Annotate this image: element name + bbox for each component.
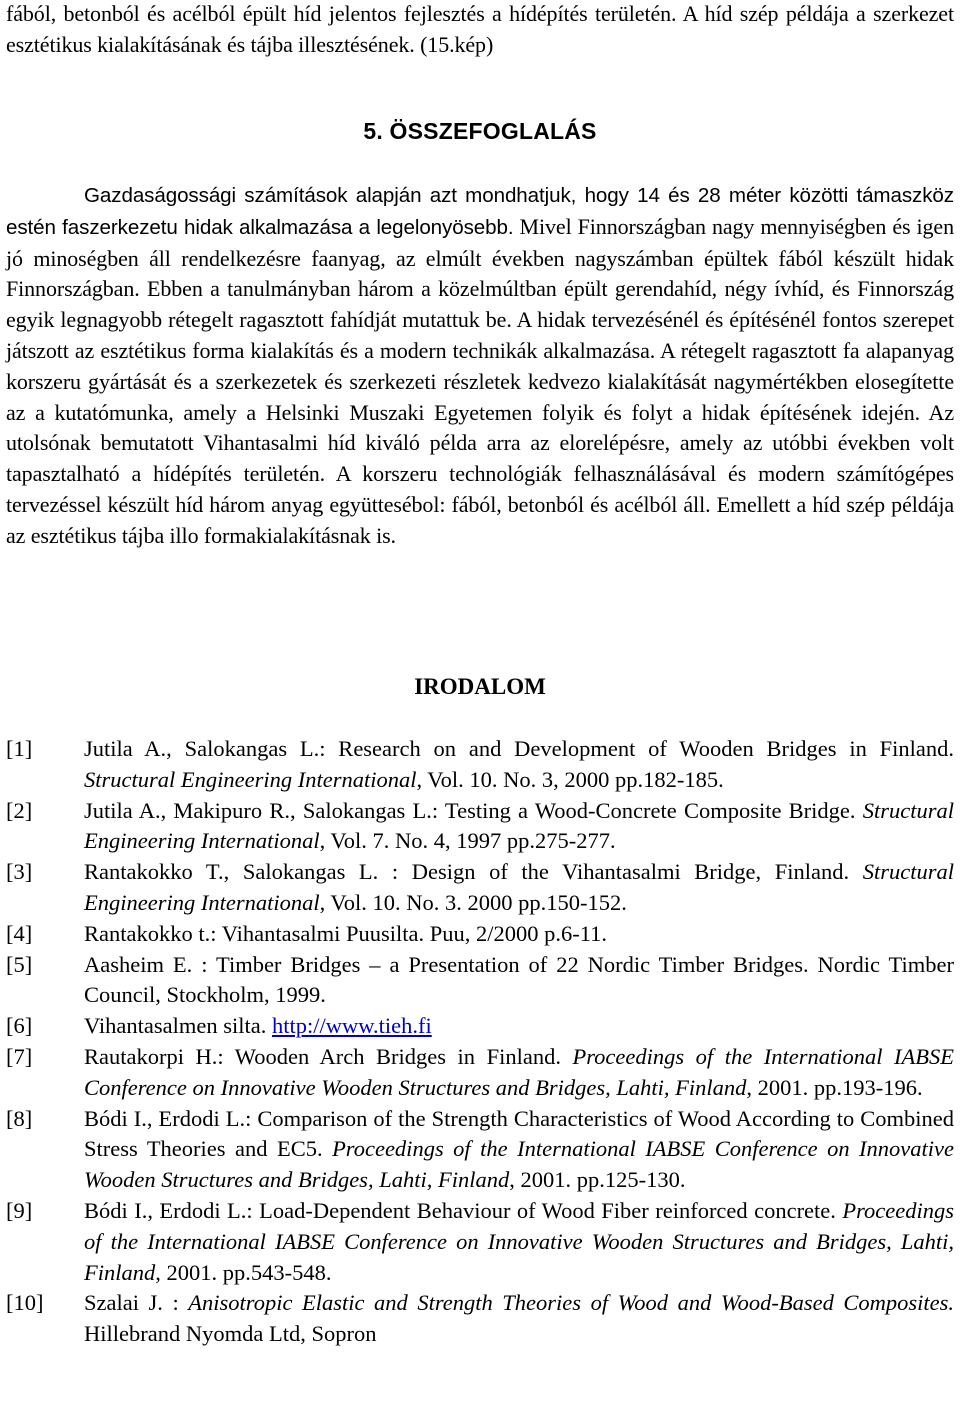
reference-text: Jutila A., Salokangas L.: Research on and Development of Wooden Bridges in Finland. (84, 736, 954, 761)
reference-item (6, 796, 954, 858)
reference-journal: Structural Engineering International (84, 797, 954, 854)
reference-details: , Vol. 10. No. 3. 2000 pp.150-152. (319, 889, 627, 915)
reference-item (6, 1011, 954, 1042)
reference-number: [1] (6, 736, 33, 761)
reference-text: Bódi I., Erdodi L.: Load-Dependent Behaviour of Wood Fiber reinforced concrete. (84, 1197, 843, 1223)
section-heading: 5. ÖSSZEFOGLALÁS (363, 118, 597, 144)
reference-number: [8] (6, 1105, 33, 1131)
references-heading: IRODALOM (414, 674, 546, 699)
reference-number: [4] (6, 920, 33, 946)
reference-text: Szalai J. : (84, 1290, 189, 1316)
reference-item (6, 1288, 954, 1350)
reference-item (6, 857, 954, 919)
summary-part-2: Mivel Finnországban nagy mennyiségben és igen jó minoségben áll rendelkezésre faanyag, az elmúlt években nagyszámban épültek fából készült hidak Finnországban. Ebben a tanulmányban három a közelmúltban épült gerendahíd, négy ívhíd, és Finnország egyik legnagyobb rétegelt ragasztott fahídját mutattuk be. A hidak tervezésénél és építésénél fontos szerepet játszott az esztétikus forma kialakítás és a modern technikák alkalmazása. A rétegelt ragasztott fa alapanyag korszeru gyártását és a szerkezetek és szerkezeti részletek kedvezo kialakítását nagymértékben elosegítette az a kutatómunka, amely a Helsinki Muszaki Egyetemen folyik és folyt a hidak építésének idején. Az utolsónak bemutatott Vihantasalmi híd kiváló példa arra az elorelépésre, amely az utóbbi években volt tapasztalható a hídépítés területén. A korszeru technológiák felhasználásával és modern számítógépes tervezéssel készült híd három anyag együttesébol: fából, betonból és acélból áll. Emellett a híd szép példája az esztétikus tájba illo formakialakításnak is. (6, 213, 954, 548)
reference-details: Hillebrand Nyomda Ltd, Sopron (84, 1321, 377, 1347)
reference-text: Rantakokko T., Salokangas L. : Design of the Vihantasalmi Bridge, Finland. (84, 859, 863, 885)
reference-journal: Proceedings of the International IABSE Conference on Innovative Wooden Structures and Bridges, Lahti, Finland (84, 1136, 955, 1193)
reference-item (6, 1042, 954, 1104)
reference-text: Jutila A., Makipuro R., Salokangas L.: Testing a Wood-Concrete Composite Bridge. (84, 797, 863, 823)
reference-number: [2] (6, 797, 33, 823)
summary-part-1: Gazdaságossági számítások alapján azt mondhatjuk, hogy 14 és 28 méter közötti támaszköz estén faszerkezetu hidak alkalmazása a legelonyösebb. (6, 184, 954, 239)
reference-number: [5] (6, 951, 33, 977)
reference-details: , Vol. 10. No. 3, 2000 pp.182-185. (416, 766, 724, 792)
reference-journal: Proceedings of the International IABSE Conference on Innovative Wooden Structures and Bridges, Lahti, Finland (84, 1043, 954, 1100)
reference-number: [10] (6, 1290, 44, 1316)
reference-details: , 2001. pp.125-130. (509, 1167, 686, 1193)
reference-number: [6] (6, 1013, 33, 1039)
reference-text: Rantakokko t.: Vihantasalmi Puusilta. Puu, 2/2000 p.6-11. (84, 920, 608, 946)
reference-number: [9] (6, 1197, 33, 1223)
reference-text: Rautakorpi H.: Wooden Arch Bridges in Finland. (84, 1043, 573, 1069)
reference-journal: Structural Engineering International (84, 766, 417, 792)
intro-paragraph: fából, betonból és acélból épült híd jelentos fejlesztés a hídépítés területén. A híd szép példája a szerkezet esztétikus kialakításának és tájba illesztésének. (15.kép) (6, 1, 954, 57)
reference-text: Bódi I., Erdodi L.: Comparison of the Strength Characteristics of Wood According to Combined Stress Theories and EC5. (84, 1105, 954, 1162)
reference-details: , 2001. pp.193-196. (746, 1074, 923, 1100)
summary-paragraph (6, 180, 954, 552)
reference-number: [7] (6, 1043, 33, 1069)
reference-journal: Anisotropic Elastic and Strength Theories of Wood and Wood-Based Composites. (188, 1290, 955, 1316)
reference-item (6, 1196, 954, 1288)
reference-list (6, 734, 954, 1350)
reference-number: [3] (6, 859, 33, 885)
reference-item (6, 919, 954, 950)
reference-details: , 2001. pp.543-548. (155, 1259, 332, 1285)
reference-item (6, 1104, 954, 1196)
reference-journal: Proceedings of the International IABSE Conference on Innovative Wooden Structures and Bridges, Lahti, Finland (84, 1197, 954, 1285)
reference-item (6, 950, 954, 1012)
reference-journal: Structural Engineering International (84, 859, 954, 915)
reference-text: Vihantasalmen silta. (84, 1013, 272, 1039)
reference-link[interactable]: http://www.tieh.fi (271, 1013, 432, 1039)
reference-details: , Vol. 7. No. 4, 1997 pp.275-277. (319, 828, 616, 854)
reference-text: Aasheim E. : Timber Bridges – a Presentation of 22 Nordic Timber Bridges. Nordic Timber Council, Stockholm, 1999. (84, 951, 954, 1008)
reference-item (6, 734, 954, 796)
